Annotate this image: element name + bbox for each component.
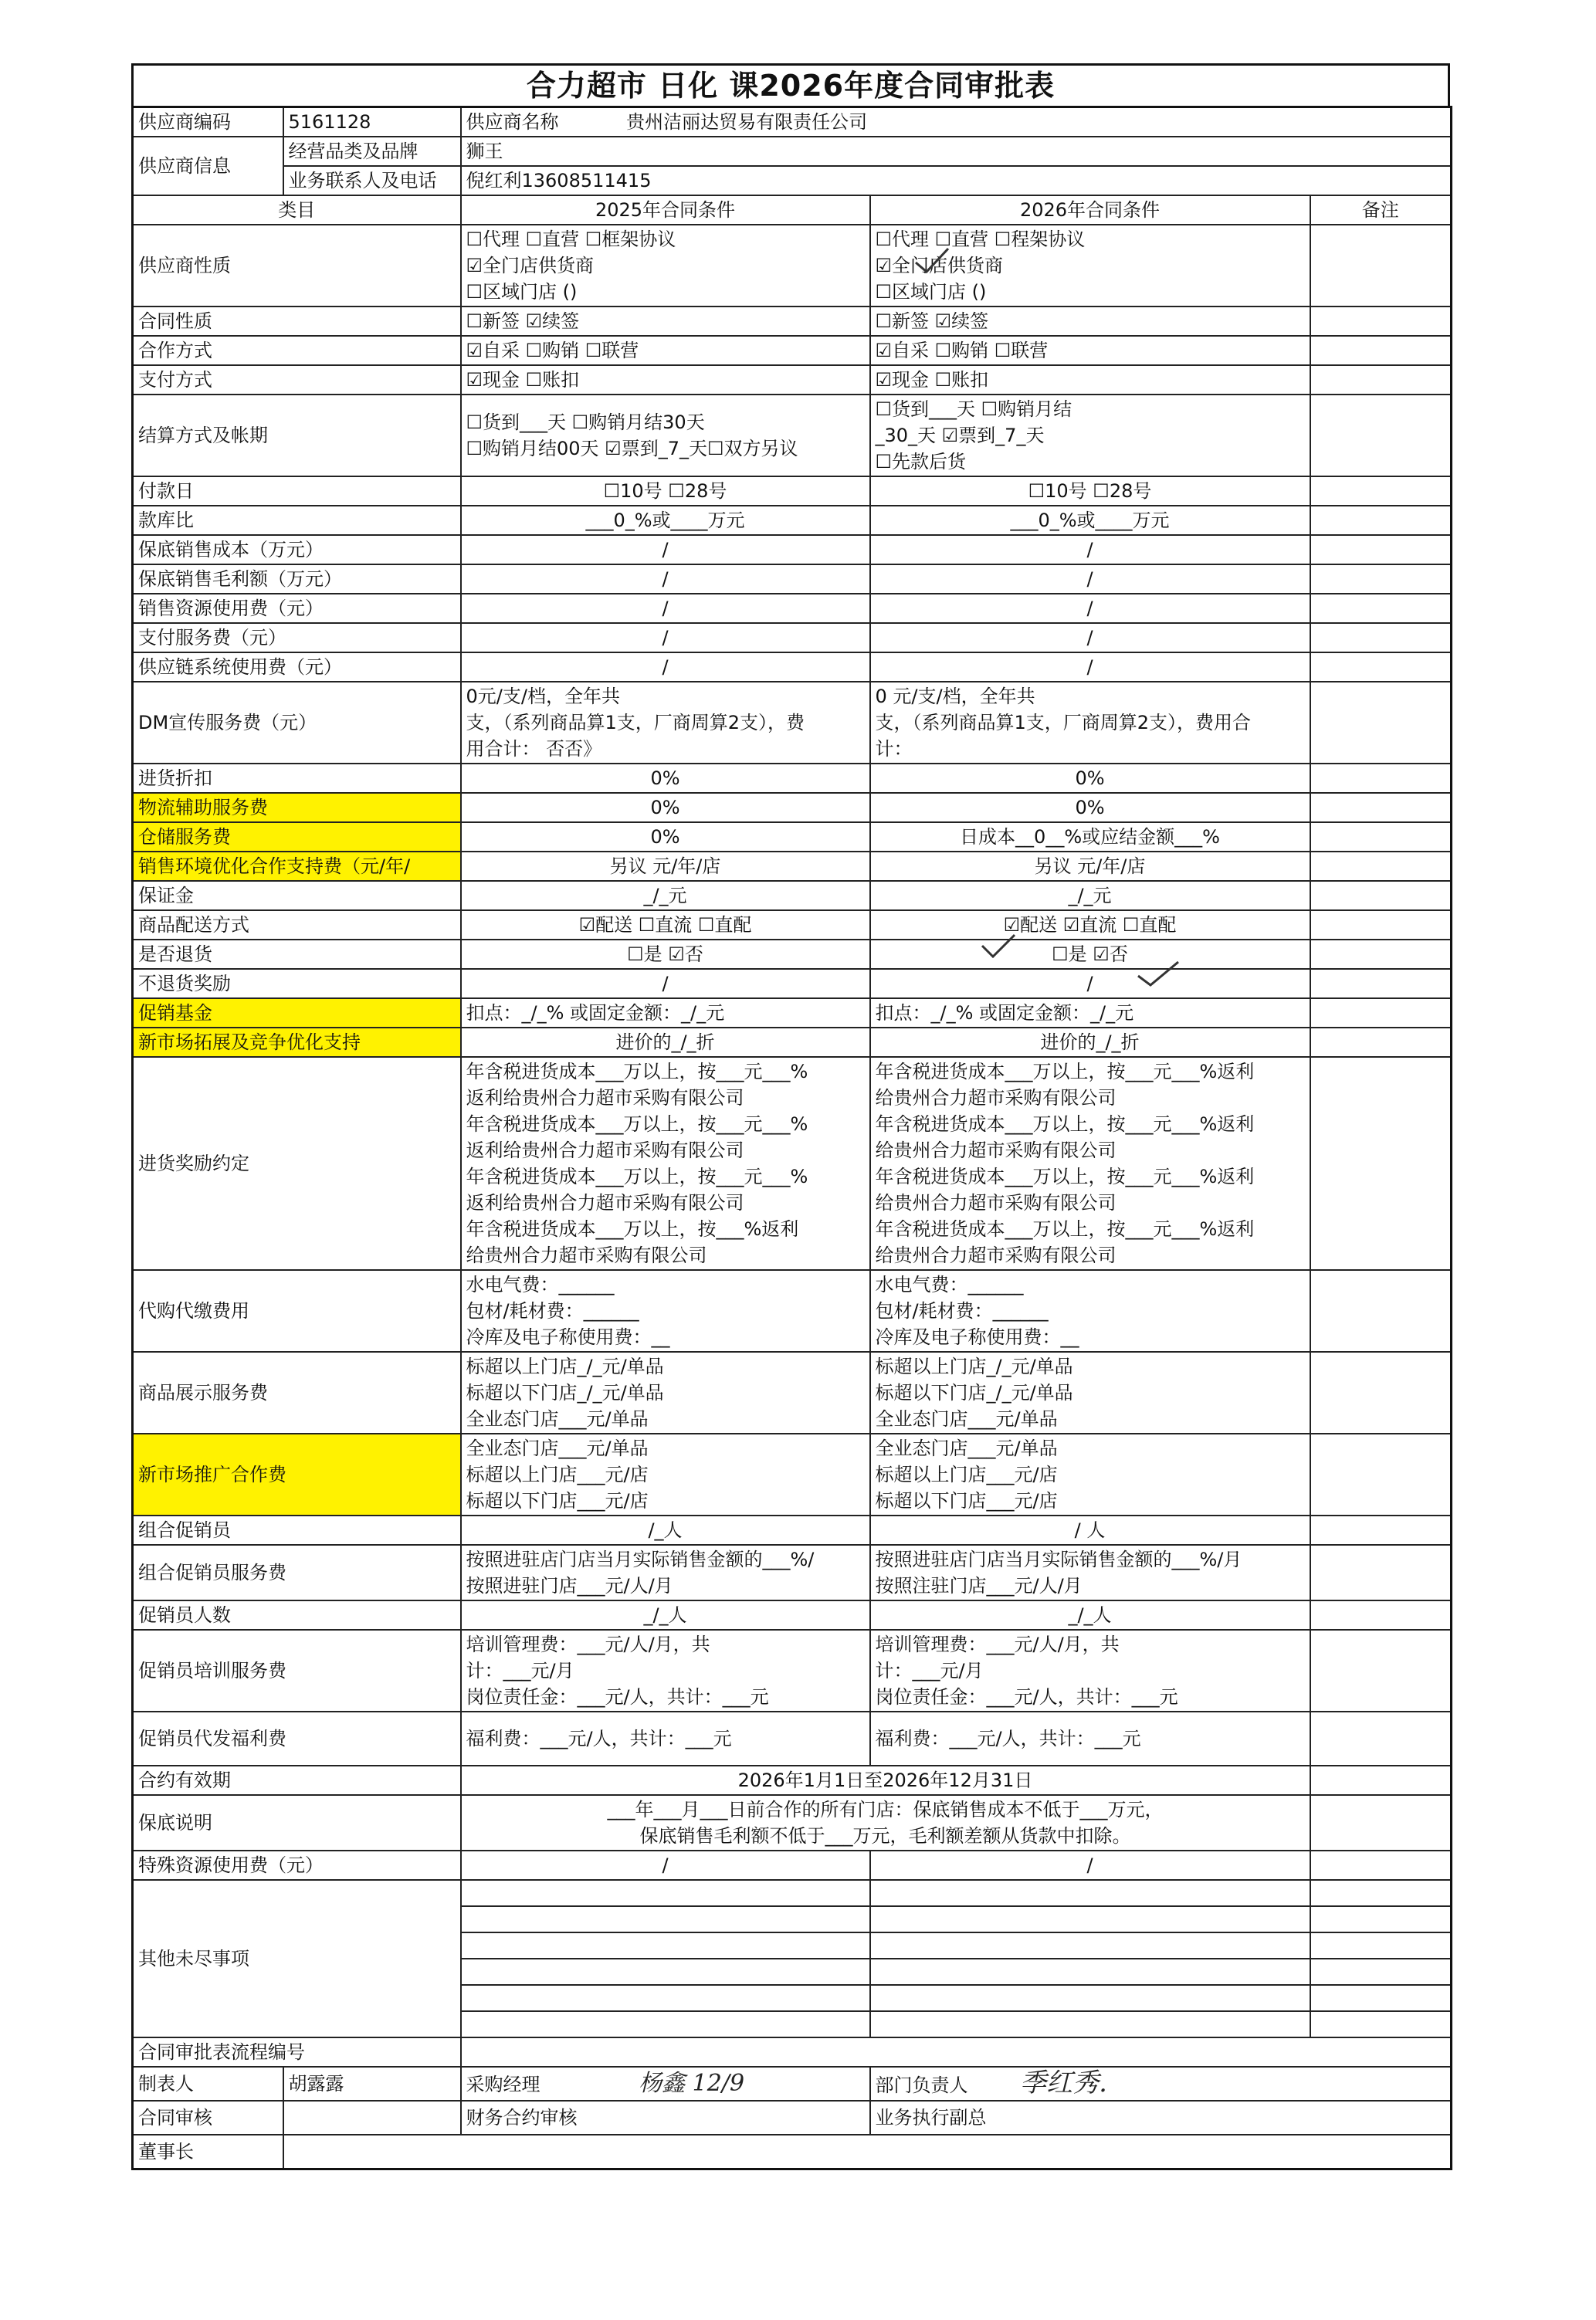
label-display: 商品展示服务费 <box>133 1352 461 1434</box>
payday-2026: ☐10号 ☐28号 <box>870 476 1310 506</box>
other-blank <box>1310 2011 1452 2037</box>
proxy-2025 <box>461 1270 870 1352</box>
flow-number-label: 合同审批表流程编号 <box>133 2037 461 2067</box>
row-chair <box>133 2135 1452 2169</box>
remark-contract <box>1310 307 1452 336</box>
deposit-2025: _/_元 <box>461 881 870 910</box>
row-dm <box>133 682 1452 764</box>
row-new-market <box>133 1028 1452 1057</box>
storage-2026: 日成本__0__%或应结金额___% <box>870 822 1310 852</box>
rebate-2025-line: 返利给贵州合力超市采购有限公司 <box>466 1140 744 1161</box>
guarantee-value <box>461 1795 1310 1851</box>
header-2025: 2025年合同条件 <box>461 195 870 225</box>
row-return <box>133 940 1452 969</box>
nature-2025-line1: ☐代理 ☐直营 ☐框架协议 <box>466 229 676 250</box>
row-guar-cost <box>133 535 1452 564</box>
supplier-code-row <box>133 107 1452 137</box>
chairman-value <box>283 2135 1452 2169</box>
guar-margin-2025: / <box>461 564 870 594</box>
vp-label: 业务执行副总 <box>870 2101 1452 2135</box>
label-pay: 支付方式 <box>133 365 461 395</box>
display-2026 <box>870 1352 1310 1434</box>
label-guar-margin: 保底销售毛利额（万元） <box>133 564 461 594</box>
proxy-2025-line: 包材/耗材费：______ <box>466 1300 639 1322</box>
remark-no-return <box>1310 969 1452 998</box>
label-storage: 仓储服务费 <box>133 822 461 852</box>
settle-2025-line2: ☐购销月结00天 ☑票到_7_天☐双方另议 <box>466 438 798 459</box>
remark-storage <box>1310 822 1452 852</box>
promo-coop-2026-line: 全业态门店___元/单品 <box>875 1438 1058 1459</box>
other-blank <box>1310 1880 1452 1906</box>
env-fee-2025: 另议 元/年/店 <box>461 852 870 881</box>
header-remark: 备注 <box>1310 195 1452 225</box>
rebate-2025-line: 年含税进货成本___万以上，按___元___% <box>466 1061 808 1082</box>
remark-group-staff <box>1310 1516 1452 1545</box>
promo-coop-2026-line: 标超以下门店___元/店 <box>875 1490 1058 1512</box>
scm-fee-2025: / <box>461 652 870 682</box>
rebate-2026 <box>870 1057 1310 1270</box>
promo-coop-2025-line: 全业态门店___元/单品 <box>466 1438 649 1459</box>
remark-guar-margin <box>1310 564 1452 594</box>
remark-guarantee <box>1310 1795 1452 1851</box>
remark-guar-cost <box>1310 535 1452 564</box>
label-group-fee: 组合促销员服务费 <box>133 1545 461 1600</box>
label-pay-fee: 支付服务费（元） <box>133 623 461 652</box>
dm-2025-line1: 0元/支/档，全年共 <box>466 686 620 707</box>
row-guarantee <box>133 1795 1452 1851</box>
supplier-category-row <box>133 137 1452 166</box>
training-2025-line: 计：___元/月 <box>466 1660 574 1682</box>
remark-scm-fee <box>1310 652 1452 682</box>
row-env-fee <box>133 852 1452 881</box>
guar-cost-2025: / <box>461 535 870 564</box>
remark-rebate <box>1310 1057 1452 1270</box>
storage-2025: 0% <box>461 822 870 852</box>
row-no-return <box>133 969 1452 998</box>
remark-env-fee <box>1310 852 1452 881</box>
row-group-staff <box>133 1516 1452 1545</box>
delivery-2025: ☑配送 ☐直流 ☐直配 <box>461 910 870 940</box>
group-fee-2025-line: 按照进驻门店___元/人/月 <box>466 1575 673 1597</box>
delivery-2026: ☑配送 ☑直流 ☐直配 <box>870 910 1310 940</box>
label-other: 其他未尽事项 <box>133 1880 461 2037</box>
row-flow <box>133 2037 1452 2067</box>
training-2025-line: 培训管理费：___元/人/月，共 <box>466 1634 710 1655</box>
payday-2025: ☐10号 ☐28号 <box>461 476 870 506</box>
dm-2026-line1: 0 元/支/档，全年共 <box>875 686 1035 707</box>
audit-value <box>283 2101 461 2135</box>
supplier-name-cell <box>461 107 1452 137</box>
dept-cell <box>870 2067 1452 2101</box>
ratio-2026: ___0_%或____万元 <box>870 506 1310 535</box>
label-guar-cost: 保底销售成本（万元） <box>133 535 461 564</box>
settle-2026-line1: ☐货到___天 ☐购销月结 <box>875 398 1072 420</box>
supplier-contact-row <box>133 166 1452 195</box>
rebate-2026-line: 年含税进货成本___万以上，按___元___%返利 <box>875 1218 1255 1240</box>
other-blank <box>1310 1906 1452 1932</box>
proxy-2026-line: 冷库及电子称使用费：__ <box>875 1326 1079 1348</box>
guarantee-line2: 保底销售毛利额不低于___万元，毛利额差额从货款中扣除。 <box>639 1825 1131 1847</box>
approval-form <box>131 63 1450 2170</box>
rebate-2026-line: 年含税进货成本___万以上，按___元___%返利 <box>875 1113 1255 1135</box>
other-blank <box>870 1880 1310 1906</box>
display-2025 <box>461 1352 870 1434</box>
nature-2026-line1: ☐代理 ☐直营 ☐程架协议 <box>875 229 1086 250</box>
other-blank <box>870 1985 1310 2011</box>
row-storage <box>133 822 1452 852</box>
coop-2026: ☑自采 ☐购销 ☐联营 <box>870 336 1310 365</box>
buyer-cell <box>461 2067 870 2101</box>
settle-2025 <box>461 395 870 476</box>
logistics-2025: 0% <box>461 793 870 822</box>
header-2026: 2026年合同条件 <box>870 195 1310 225</box>
row-settle <box>133 395 1452 476</box>
remark-deposit <box>1310 881 1452 910</box>
pay-fee-2025: / <box>461 623 870 652</box>
rebate-2025-line: 给贵州合力超市采购有限公司 <box>466 1245 707 1266</box>
category-value: 狮王 <box>461 137 1452 166</box>
label-promo-fund: 促销基金 <box>133 998 461 1028</box>
row-deposit <box>133 881 1452 910</box>
row-scm-fee <box>133 652 1452 682</box>
other-blank <box>461 1906 870 1932</box>
return-2025: ☐是 ☑否 <box>461 940 870 969</box>
promo-fund-2025: 扣点：_/_% 或固定金额：_/_元 <box>461 998 870 1028</box>
settle-2025-line1: ☐货到___天 ☐购销月结30天 <box>466 412 705 433</box>
display-2026-line: 标超以上门店_/_元/单品 <box>875 1356 1073 1377</box>
row-pay-fee <box>133 623 1452 652</box>
remark-validity <box>1310 1766 1452 1795</box>
row-resource-fee <box>133 594 1452 623</box>
training-2025-line: 岗位责任金：___元/人，共计：___元 <box>466 1686 769 1708</box>
remark-pay <box>1310 365 1452 395</box>
remark-display <box>1310 1352 1452 1434</box>
display-2026-line: 全业态门店___元/单品 <box>875 1408 1058 1430</box>
remark-staff-count <box>1310 1600 1452 1630</box>
remark-promo-fund <box>1310 998 1452 1028</box>
remark-special <box>1310 1851 1452 1880</box>
other-blank <box>870 2011 1310 2037</box>
label-welfare: 促销员代发福利费 <box>133 1712 461 1766</box>
dept-signature: 季红秀. <box>1020 2067 1107 2098</box>
special-2025: / <box>461 1851 870 1880</box>
label-special: 特殊资源使用费（元） <box>133 1851 461 1880</box>
proxy-2025-line: 冷库及电子称使用费：__ <box>466 1326 670 1348</box>
row-logistics <box>133 793 1452 822</box>
return-2026: ☐是 ☑否 <box>870 940 1310 969</box>
row-nature <box>133 225 1452 307</box>
label-training: 促销员培训服务费 <box>133 1630 461 1712</box>
settle-2026 <box>870 395 1310 476</box>
display-2026-line: 标超以下门店_/_元/单品 <box>875 1382 1073 1404</box>
form-table <box>131 106 1452 2170</box>
welfare-2025: 福利费：___元/人，共计：___元 <box>461 1712 870 1766</box>
dm-2025 <box>461 682 870 764</box>
label-return: 是否退货 <box>133 940 461 969</box>
row-pay <box>133 365 1452 395</box>
remark-coop <box>1310 336 1452 365</box>
remark-group-fee <box>1310 1545 1452 1600</box>
rebate-2025-line: 年含税进货成本___万以上，按___%返利 <box>466 1218 799 1240</box>
label-deposit: 保证金 <box>133 881 461 910</box>
flow-number-value <box>461 2037 1452 2067</box>
staff-count-2025: _/_人 <box>461 1600 870 1630</box>
new-market-2026: 进价的_/_折 <box>870 1028 1310 1057</box>
group-fee-2026-line: 按照注驻门店___元/人/月 <box>875 1575 1083 1597</box>
label-nature: 供应商性质 <box>133 225 461 307</box>
nature-2026 <box>870 225 1310 307</box>
nature-2025-line3: ☐区域门店 () <box>466 281 578 303</box>
label-proxy: 代购代缴费用 <box>133 1270 461 1352</box>
row-special <box>133 1851 1452 1880</box>
group-fee-2025-line: 按照进驻店门店当月实际销售金额的___%/ <box>466 1549 815 1570</box>
remark-proxy <box>1310 1270 1452 1352</box>
env-fee-2026: 另议 元/年/店 <box>870 852 1310 881</box>
proxy-2026 <box>870 1270 1310 1352</box>
rebate-2026-line: 给贵州合力超市采购有限公司 <box>875 1087 1117 1109</box>
other-blank <box>870 1906 1310 1932</box>
row-maker <box>133 2067 1452 2101</box>
other-blank <box>1310 1959 1452 1985</box>
promo-coop-2025 <box>461 1434 870 1516</box>
other-blank <box>461 1880 870 1906</box>
rebate-2026-line: 年含税进货成本___万以上，按___元___%返利 <box>875 1166 1255 1187</box>
display-2025-line: 全业态门店___元/单品 <box>466 1408 649 1430</box>
finance-audit-label: 财务合约审核 <box>461 2101 870 2135</box>
label-dm: DM宣传服务费（元） <box>133 682 461 764</box>
display-2025-line: 标超以下门店_/_元/单品 <box>466 1382 664 1404</box>
training-2026-line: 岗位责任金：___元/人，共计：___元 <box>875 1686 1178 1708</box>
group-staff-2025: /_人 <box>461 1516 870 1545</box>
buyer-label: 采购经理 <box>466 2073 540 2095</box>
category-label: 经营品类及品牌 <box>283 137 461 166</box>
label-ratio: 款库比 <box>133 506 461 535</box>
label-env-fee: 销售环境优化合作支持费（元/年/ <box>133 852 461 881</box>
settle-2026-line2: _30_天 ☑票到_7_天 <box>875 425 1045 446</box>
scm-fee-2026: / <box>870 652 1310 682</box>
header-row <box>133 195 1452 225</box>
maker-name: 胡露露 <box>283 2067 461 2101</box>
group-staff-2026: / 人 <box>870 1516 1310 1545</box>
dm-2026-line3: 计： <box>875 738 913 760</box>
label-coop: 合作方式 <box>133 336 461 365</box>
other-blank <box>461 1985 870 2011</box>
no-return-2025: / <box>461 969 870 998</box>
nature-2025-line2: ☑全门店供货商 <box>466 255 595 276</box>
dm-2025-line2: 支，（系列商品算1支，厂商周算2支），费 <box>466 712 805 733</box>
pay-fee-2026: / <box>870 623 1310 652</box>
proxy-2025-line: 水电气费：______ <box>466 1274 615 1295</box>
training-2026 <box>870 1630 1310 1712</box>
no-return-2026: / <box>870 969 1310 998</box>
label-rebate: 进货奖励约定 <box>133 1057 461 1270</box>
group-fee-2026 <box>870 1545 1310 1600</box>
label-staff-count: 促销员人数 <box>133 1600 461 1630</box>
promo-fund-2026: 扣点：_/_% 或固定金额：_/_元 <box>870 998 1310 1028</box>
rebate-2026-line: 年含税进货成本___万以上，按___元___%返利 <box>875 1061 1255 1082</box>
remark-discount <box>1310 764 1452 793</box>
coop-2025: ☑自采 ☐购销 ☐联营 <box>461 336 870 365</box>
label-resource-fee: 销售资源使用费（元） <box>133 594 461 623</box>
validity-value: 2026年1月1日至2026年12月31日 <box>461 1766 1310 1795</box>
discount-2025: 0% <box>461 764 870 793</box>
dept-head-label: 部门负责人 <box>875 2074 968 2096</box>
supplier-info-label: 供应商信息 <box>133 137 283 195</box>
row-staff-count <box>133 1600 1452 1630</box>
supplier-name-label: 供应商名称 <box>466 111 559 133</box>
training-2026-line: 计：___元/月 <box>875 1660 984 1682</box>
training-2026-line: 培训管理费：___元/人/月，共 <box>875 1634 1120 1655</box>
audit-label: 合同审核 <box>133 2101 283 2135</box>
supplier-code: 5161128 <box>283 107 461 137</box>
remark-nature <box>1310 225 1452 307</box>
label-guarantee: 保底说明 <box>133 1795 461 1851</box>
pay-2025: ☑现金 ☐账扣 <box>461 365 870 395</box>
promo-coop-2025-line: 标超以上门店___元/店 <box>466 1464 649 1485</box>
nature-2026-line3: ☐区域门店 () <box>875 281 987 303</box>
remark-payday <box>1310 476 1452 506</box>
row-delivery <box>133 910 1452 940</box>
resource-fee-2025: / <box>461 594 870 623</box>
remark-settle <box>1310 395 1452 476</box>
discount-2026: 0% <box>870 764 1310 793</box>
group-fee-2025 <box>461 1545 870 1600</box>
label-group-staff: 组合促销员 <box>133 1516 461 1545</box>
row-discount <box>133 764 1452 793</box>
dm-2026-line2: 支，（系列商品算1支，厂商周算2支），费用合 <box>875 712 1252 733</box>
rebate-2025-line: 年含税进货成本___万以上，按___元___% <box>466 1166 808 1187</box>
rebate-2025 <box>461 1057 870 1270</box>
other-blank <box>1310 1932 1452 1959</box>
form-title: 合力超市 日化 课2026年度合同审批表 <box>131 63 1450 106</box>
nature-2025 <box>461 225 870 307</box>
remark-new-market <box>1310 1028 1452 1057</box>
label-no-return: 不退货奖励 <box>133 969 461 998</box>
promo-coop-2025-line: 标超以下门店___元/店 <box>466 1490 649 1512</box>
remark-delivery <box>1310 910 1452 940</box>
label-payday: 付款日 <box>133 476 461 506</box>
special-2026: / <box>870 1851 1310 1880</box>
row-promo-fund <box>133 998 1452 1028</box>
label-logistics: 物流辅助服务费 <box>133 793 461 822</box>
remark-welfare <box>1310 1712 1452 1766</box>
remark-resource-fee <box>1310 594 1452 623</box>
welfare-2026: 福利费：___元/人，共计：___元 <box>870 1712 1310 1766</box>
buyer-signature: 杨鑫 12/9 <box>639 2069 745 2097</box>
supplier-name: 贵州洁丽达贸易有限责任公司 <box>626 111 868 133</box>
label-validity: 合约有效期 <box>133 1766 461 1795</box>
contact-value: 倪红利13608511415 <box>461 166 1452 195</box>
settle-2026-line3: ☐先款后货 <box>875 451 967 472</box>
promo-coop-2026 <box>870 1434 1310 1516</box>
label-discount: 进货折扣 <box>133 764 461 793</box>
row-other <box>133 1880 1452 1906</box>
label-settle: 结算方式及帐期 <box>133 395 461 476</box>
row-validity <box>133 1766 1452 1795</box>
row-guar-margin <box>133 564 1452 594</box>
remark-logistics <box>1310 793 1452 822</box>
supplier-code-label: 供应商编码 <box>133 107 283 137</box>
chairman-label: 董事长 <box>133 2135 283 2169</box>
row-payday <box>133 476 1452 506</box>
proxy-2026-line: 包材/耗材费：______ <box>875 1300 1049 1322</box>
pay-2026: ☑现金 ☐账扣 <box>870 365 1310 395</box>
label-promo-coop: 新市场推广合作费 <box>133 1434 461 1516</box>
row-rebate <box>133 1057 1452 1270</box>
row-training <box>133 1630 1452 1712</box>
rebate-2026-line: 给贵州合力超市采购有限公司 <box>875 1140 1117 1161</box>
staff-count-2026: _/_人 <box>870 1600 1310 1630</box>
label-new-market: 新市场拓展及竞争优化支持 <box>133 1028 461 1057</box>
rebate-2026-line: 给贵州合力超市采购有限公司 <box>875 1245 1117 1266</box>
other-blank <box>870 1959 1310 1985</box>
nature-2026-line2: ☑全门店供货商 <box>875 255 1004 276</box>
rebate-2025-line: 返利给贵州合力超市采购有限公司 <box>466 1087 744 1109</box>
deposit-2026: _/_元 <box>870 881 1310 910</box>
label-scm-fee: 供应链系统使用费（元） <box>133 652 461 682</box>
rebate-2025-line: 年含税进货成本___万以上，按___元___% <box>466 1113 808 1135</box>
proxy-2026-line: 水电气费：______ <box>875 1274 1024 1295</box>
other-blank <box>461 1932 870 1959</box>
row-audit <box>133 2101 1452 2135</box>
header-item: 类目 <box>133 195 461 225</box>
row-welfare <box>133 1712 1452 1766</box>
group-fee-2026-line: 按照进驻店门店当月实际销售金额的___%/月 <box>875 1549 1242 1570</box>
ratio-2025: ___0_%或____万元 <box>461 506 870 535</box>
other-blank <box>461 1959 870 1985</box>
other-blank <box>870 1932 1310 1959</box>
row-coop <box>133 336 1452 365</box>
label-delivery: 商品配送方式 <box>133 910 461 940</box>
guar-margin-2026: / <box>870 564 1310 594</box>
remark-ratio <box>1310 506 1452 535</box>
logistics-2026: 0% <box>870 793 1310 822</box>
dm-2026 <box>870 682 1310 764</box>
maker-label: 制表人 <box>133 2067 283 2101</box>
row-promo-coop <box>133 1434 1452 1516</box>
row-display <box>133 1352 1452 1434</box>
row-proxy <box>133 1270 1452 1352</box>
promo-coop-2026-line: 标超以上门店___元/店 <box>875 1464 1058 1485</box>
dm-2025-line3: 用合计： 否否》 <box>466 738 602 760</box>
new-market-2025: 进价的_/_折 <box>461 1028 870 1057</box>
label-contract: 合同性质 <box>133 307 461 336</box>
contract-2025: ☐新签 ☑续签 <box>461 307 870 336</box>
other-blank <box>461 2011 870 2037</box>
row-group-fee <box>133 1545 1452 1600</box>
remark-return <box>1310 940 1452 969</box>
guar-cost-2026: / <box>870 535 1310 564</box>
other-blank <box>1310 1985 1452 2011</box>
contract-2026: ☐新签 ☑续签 <box>870 307 1310 336</box>
row-ratio <box>133 506 1452 535</box>
remark-pay-fee <box>1310 623 1452 652</box>
contact-label: 业务联系人及电话 <box>283 166 461 195</box>
remark-training <box>1310 1630 1452 1712</box>
remark-promo-coop <box>1310 1434 1452 1516</box>
training-2025 <box>461 1630 870 1712</box>
rebate-2025-line: 返利给贵州合力超市采购有限公司 <box>466 1192 744 1214</box>
row-contract <box>133 307 1452 336</box>
rebate-2026-line: 给贵州合力超市采购有限公司 <box>875 1192 1117 1214</box>
guarantee-line1: ___年___月___日前合作的所有门店：保底销售成本不低于___万元， <box>607 1799 1164 1820</box>
display-2025-line: 标超以上门店_/_元/单品 <box>466 1356 664 1377</box>
resource-fee-2026: / <box>870 594 1310 623</box>
remark-dm <box>1310 682 1452 764</box>
